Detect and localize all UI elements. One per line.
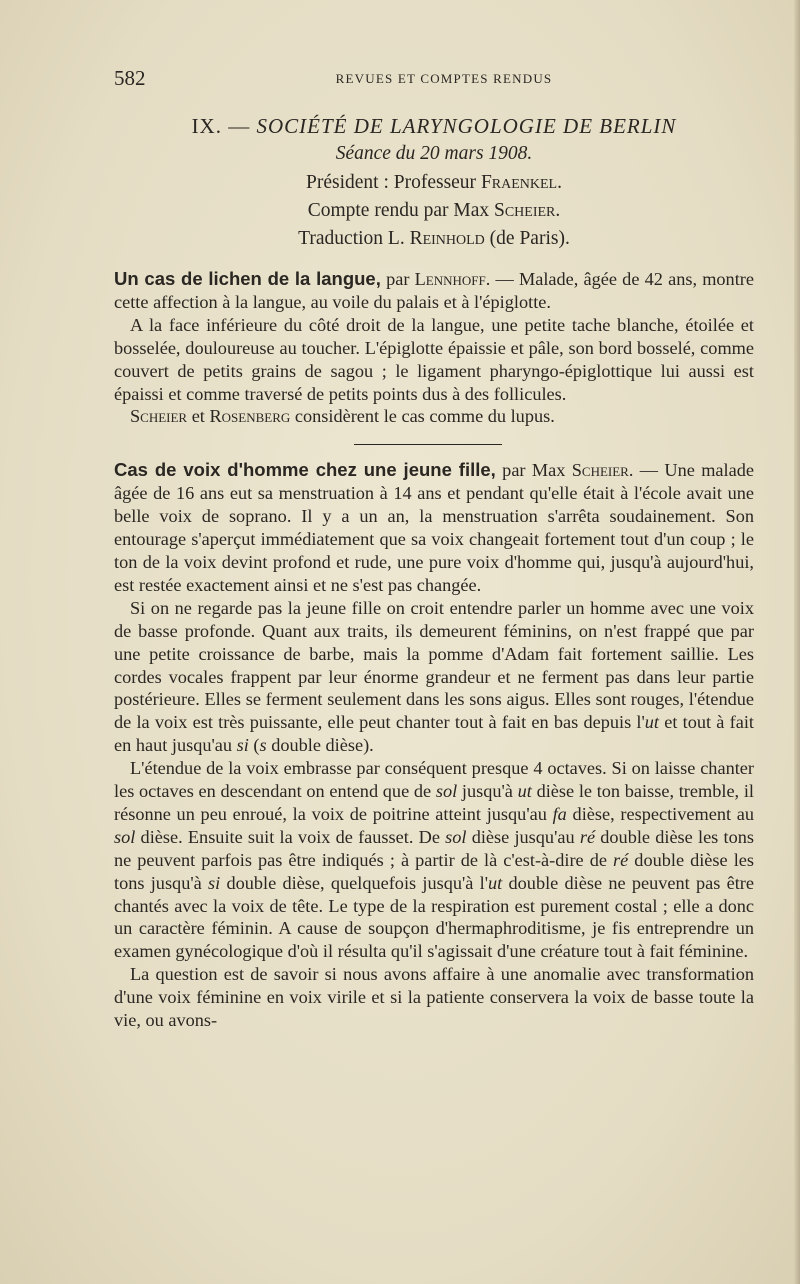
- report-line: [114, 200, 754, 222]
- article2-p3-re2: ré: [613, 849, 629, 870]
- section-title: [114, 114, 754, 139]
- article2-p2-a: Si on ne regarde pas la jeune fille on croit entendre parler un homme avec une voix de basse profonde. Quant aux traits, ils demeurent féminins, on n'est frappé que par une petite croissance de barbe, mais la pomme d'Adam fait fortement saillie. Les cordes vocales frappent par leur énorme grandeur et ne ferment pas dans leur partie postérieure. Elles se ferment seulement dans les sons aigus. Elles sont rouges, l'étendue de la voix est très puissante, elle peut chanter tout à fait en bas depuis l': [114, 597, 754, 733]
- article2-paragraph-3: [114, 757, 754, 963]
- article2-author: Scheier.: [571, 460, 634, 481]
- article1-by: par: [386, 269, 410, 289]
- translation-prefix: Traduction L.: [298, 228, 405, 249]
- article1-paragraph-1: [114, 268, 754, 314]
- article1-heading: Un cas de lichen de la langue,: [114, 268, 381, 289]
- article2-p3-h: double dièse les tons jusqu'à: [114, 849, 754, 893]
- page-edge: [794, 0, 800, 1284]
- section-separator: [354, 444, 502, 445]
- president-name: Fraenkel.: [480, 172, 562, 193]
- article2-p2-ut: ut: [644, 712, 660, 733]
- report-name: Scheier.: [494, 200, 561, 221]
- article2-p3-d: dièse, respectivement au: [572, 803, 755, 824]
- article1-p3-and: et: [191, 406, 205, 427]
- session-date: Séance du 20 mars 1908.: [335, 143, 533, 164]
- article2-p3-sol1: sol: [435, 781, 458, 802]
- translation-suffix: (de Paris).: [489, 228, 570, 249]
- translation-line: [114, 228, 754, 250]
- article2-p3-b: jusqu'à: [461, 781, 513, 802]
- page-header: [114, 66, 754, 96]
- article2-p3-j: double dièse ne peuvent pas être chantés avec la voix de tête. Le type de la respiration est purement costal ; elle a donc un caractère féminin. A cause de soupçon d'hermaphroditisme, je fis entreprendre un examen gynécologique d'où il résulta qu'il s'agissait d'une créature tout à fait féminine.: [114, 872, 754, 962]
- article2-by: par Max: [502, 460, 566, 481]
- section-title-text: SOCIÉTÉ DE LARYNGOLOGIE DE BERLIN: [256, 114, 677, 138]
- article2-p2-d: double dièse).: [271, 735, 374, 756]
- president-prefix: Président : Professeur: [306, 172, 477, 193]
- article-body: [114, 268, 754, 1032]
- article2-paragraph-1: [114, 459, 754, 596]
- article2-p3-ut2: ut: [488, 872, 503, 893]
- article2-p3-i: double dièse, quelquefois jusqu'à l': [226, 872, 489, 893]
- article2-p3-g: double dièse les tons ne peuvent parfois pas être indiqués ; à partir de là c'est-à-dire de: [114, 826, 754, 870]
- article2-p3-fa: fa: [552, 803, 567, 824]
- article1-p3-name1: Scheier: [130, 406, 188, 427]
- article2-p3-f: dièse jusqu'au: [471, 826, 575, 847]
- article2-paragraph-2: [114, 597, 754, 757]
- article2-p3-ut1: ut: [517, 781, 532, 802]
- article1-author: Lennhoff.: [414, 269, 491, 289]
- article2-p2-si: si: [236, 735, 249, 756]
- president-line: [114, 172, 754, 194]
- article2-p3-re1: ré: [579, 826, 596, 847]
- article2-p3-si: si: [208, 872, 221, 893]
- article2-p3-sol3: sol: [445, 826, 467, 847]
- article2-p1-text: — Une malade âgée de 16 ans eut sa menstruation à 14 ans et pendant qu'elle était à l'école avait une belle voix de soprano. Il y a un an, la menstruation s'arrêta soudainement. Son entourage s'aperçut immédiatement que sa voix changeait fortement tout d'un coup ; le ton de la voix devint profond et rude, une pure voix d'homme qui, jusqu'à aujourd'hui, est restée exactement ainsi et ne s'est pas changée.: [114, 460, 754, 595]
- article2-paragraph-4: La question est de savoir si nous avons affaire à une anomalie avec transformation d'une voix féminine en voix virile et si la patiente conservera la voix de basse toute la vie, ou avons-: [114, 964, 754, 1031]
- article2-p2-b: et tout à fait en haut jusqu'au: [114, 712, 754, 756]
- article2-p3-sol2: sol: [114, 826, 136, 847]
- translation-name: Reinhold: [409, 228, 485, 249]
- article1-p3-text: considèrent le cas comme du lupus.: [294, 406, 555, 427]
- article2-p3-e: dièse. Ensuite suit la voix de fausset. De: [140, 826, 440, 847]
- article2-p2-s: s: [259, 735, 267, 756]
- article2-p3-a: L'étendue de la voix embrasse par conséquent presque 4 octaves. Si on laisse chanter les octaves en descendant on entend que de: [114, 758, 754, 802]
- article2-heading: Cas de voix d'homme chez une jeune fille,: [114, 459, 496, 481]
- article1-paragraph-3: [114, 405, 754, 428]
- article1-paragraph-2: A la face inférieure du côté droit de la langue, une petite tache blanche, étoilée et bosselée, douloureuse au toucher. L'épiglotte épaissie et pâle, son bord bosselé, comme couvert de petits grains de sagou ; le ligament pharyngo-épiglottique lui aussi est épaissi et comme traversé de petits points dus à des follicules.: [114, 314, 754, 404]
- running-head: REVUES ET COMPTES RENDUS: [335, 71, 553, 86]
- report-prefix: Compte rendu par Max: [307, 200, 490, 221]
- article2-p2-c: (: [253, 735, 260, 756]
- article2-p3-c: dièse le ton baisse, tremble, il résonne un peu enroué, la voix de poitrine atteint jusqu'au: [114, 781, 754, 824]
- article1-p1-text: — Malade, âgée de 42 ans, montre cette affection à la langue, au voile du palais et à l'épiglotte.: [114, 269, 754, 312]
- page-number: 582: [114, 66, 146, 90]
- article1-p3-name2: Rosenberg: [209, 406, 291, 427]
- section-number: IX. —: [191, 114, 251, 138]
